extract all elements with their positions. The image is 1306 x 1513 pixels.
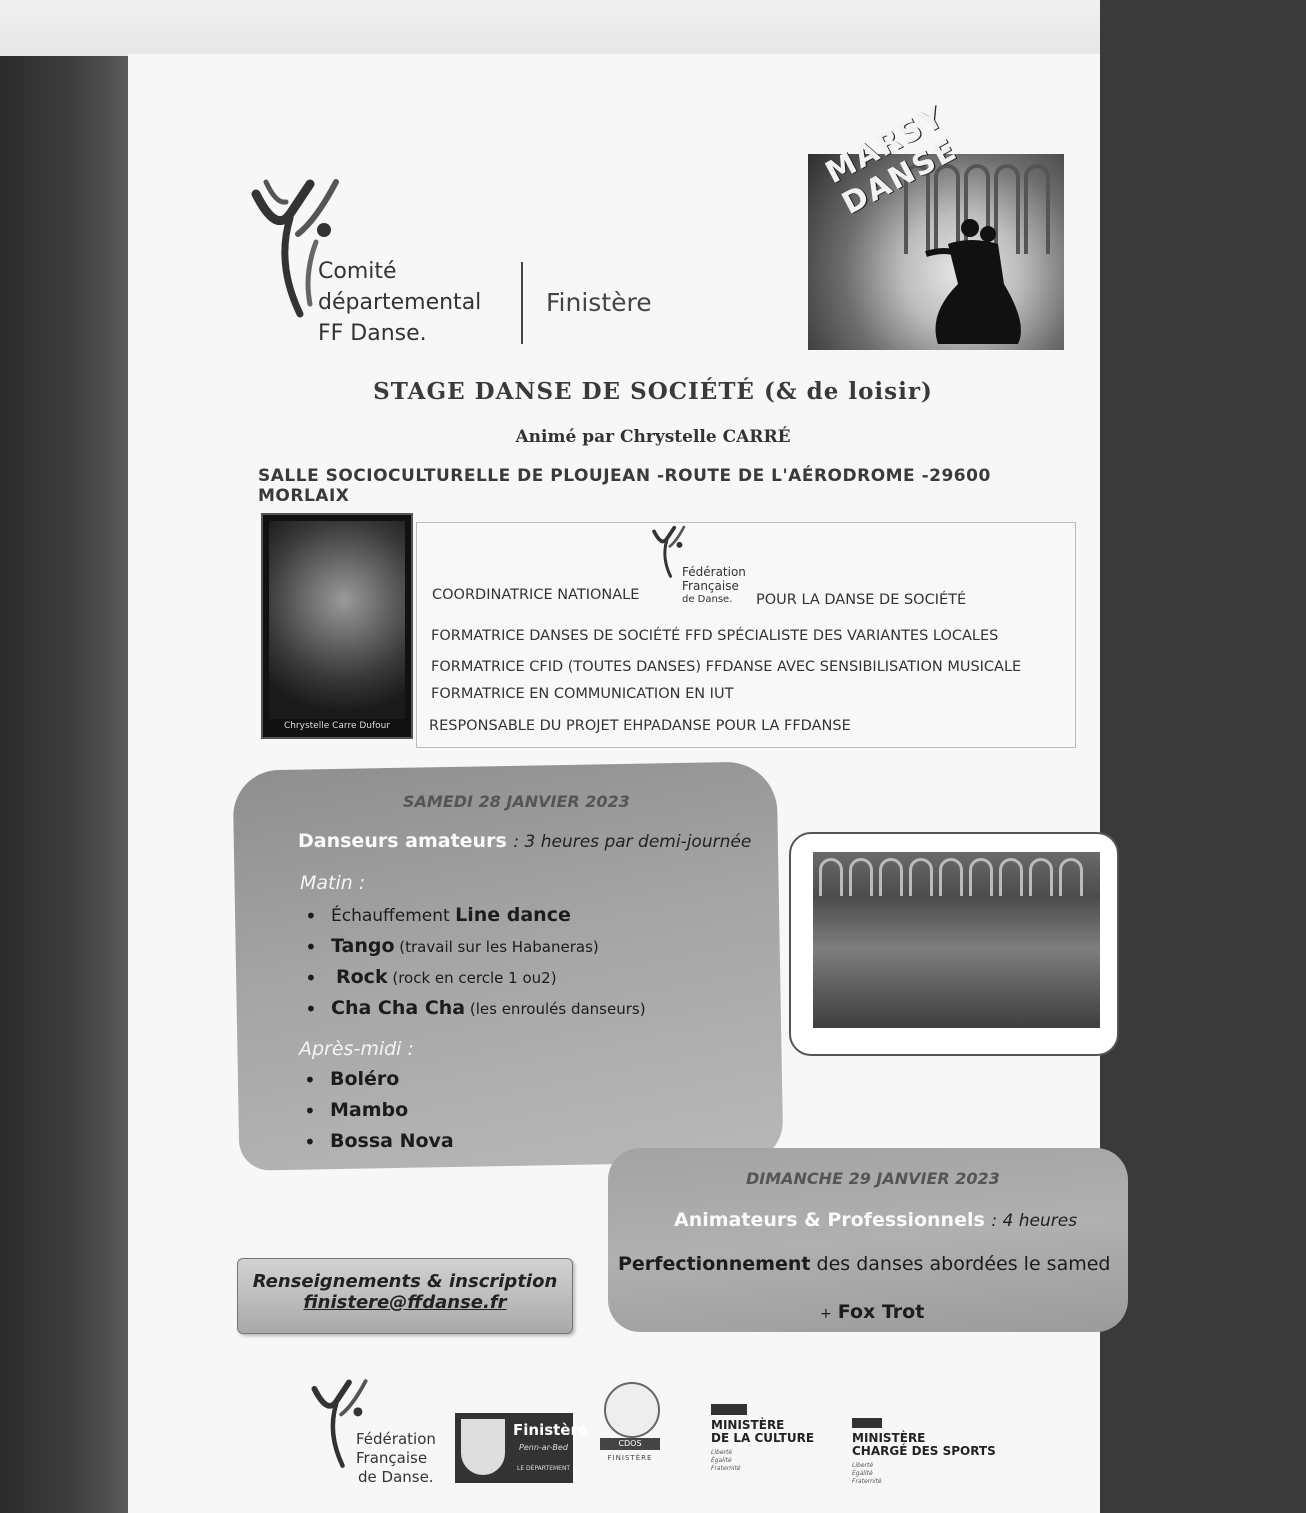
list-item: • Boléro — [304, 1068, 400, 1092]
sunday-audience: Animateurs & Professionnels — [674, 1209, 985, 1231]
list-item: • Tango (travail sur les Habaneras) — [305, 935, 599, 959]
ffd-footer-line-1: Fédération — [356, 1430, 436, 1448]
cdos-label: CDOS — [600, 1438, 660, 1450]
finistere-logo-sub: Penn-ar-Bed — [519, 1443, 568, 1452]
cdos-sub: FINISTÈRE — [607, 1454, 653, 1462]
saturday-duration: : 3 heures par demi-journée — [513, 832, 752, 852]
ministere-culture-logo — [711, 1404, 814, 1473]
marianne-icon — [852, 1418, 882, 1428]
morlaix-viaduct-photo — [813, 852, 1100, 1028]
ffd-footer-text — [356, 1430, 436, 1487]
list-item: • Rock (rock en cercle 1 ou2) — [305, 966, 557, 990]
ffd-small-line-3: de Danse. — [682, 594, 733, 605]
culture-motto: Liberté Égalité Fraternité — [711, 1449, 741, 1472]
dance-name: Cha Cha Cha — [331, 997, 466, 1019]
region-name: Finistère — [546, 288, 652, 317]
sunday-extra-plus: + — [820, 1306, 832, 1322]
cdos-logo — [598, 1382, 662, 1474]
ffd-small-logo-text — [682, 565, 746, 607]
credential-coordinatrice-scope: POUR LA DANSE DE SOCIÉTÉ — [756, 592, 967, 608]
credential-item-4: RESPONSABLE DU PROJET EHPADANSE POUR LA FFDANSE — [429, 718, 851, 734]
dance-name: Bossa Nova — [330, 1130, 454, 1152]
credential-coordinatrice: COORDINATRICE NATIONALE — [432, 587, 640, 603]
dancing-couple-icon — [918, 214, 1028, 350]
contact-box — [237, 1258, 573, 1334]
sports-line-1: MINISTÈRE — [852, 1431, 926, 1445]
sunday-audience-line — [674, 1209, 1077, 1231]
ffd-footer-line-3: de Danse. — [358, 1468, 434, 1486]
sunday-description-rest: des danses abordées le samed — [810, 1253, 1111, 1275]
sunday-extra-dance: Fox Trot — [837, 1301, 925, 1323]
comite-line-2: départemental — [318, 290, 482, 315]
morning-label: Matin : — [300, 872, 366, 894]
dance-name: Line dance — [455, 904, 571, 926]
saturday-audience-line — [298, 830, 751, 852]
list-item: • Mambo — [304, 1099, 409, 1123]
finistere-logo — [455, 1413, 589, 1483]
ministere-sports-logo — [852, 1418, 996, 1486]
credential-item-1: FORMATRICE DANSES DE SOCIÉTÉ FFD SPÉCIALISTE DES VARIANTES LOCALES — [431, 628, 999, 644]
photo-caption: Chrystelle Carre Dufour — [283, 721, 391, 731]
scan-left-edge — [0, 0, 128, 1513]
viaduct-arches — [813, 858, 1106, 896]
finistere-logo-dep: LE DÉPARTEMENT — [517, 1465, 571, 1472]
afternoon-dance-list — [304, 1068, 454, 1161]
afternoon-label: Après-midi : — [299, 1038, 414, 1060]
dance-name: Rock — [336, 966, 388, 988]
dance-name: Tango — [331, 935, 395, 957]
instructor-portrait — [269, 521, 405, 719]
sunday-duration: : 4 heures — [991, 1211, 1078, 1231]
culture-line-1: MINISTÈRE — [711, 1418, 785, 1432]
ffd-footer-line-2: Française — [356, 1449, 428, 1467]
ffd-small-line-2: Française — [682, 579, 739, 593]
olympic-rings-icon — [604, 1382, 660, 1438]
dance-note: (travail sur les Habaneras) — [394, 938, 599, 956]
sunday-date: DIMANCHE 29 JANVIER 2023 — [746, 1169, 1000, 1188]
dance-note: (rock en cercle 1 ou2) — [387, 969, 557, 987]
culture-line-2: DE LA CULTURE — [711, 1431, 815, 1445]
list-item: • Bossa Nova — [304, 1130, 454, 1154]
sports-motto: Liberté Égalité Fraternité — [852, 1462, 882, 1485]
saturday-date: SAMEDI 28 JANVIER 2023 — [403, 792, 630, 811]
marianne-icon — [711, 1404, 747, 1415]
sunday-description — [618, 1253, 1111, 1275]
marsy-danse-title: MARSY DANSE — [820, 99, 964, 222]
contact-label: Renseignements & inscription — [252, 1271, 558, 1292]
credential-item-2: FORMATRICE CFID (TOUTES DANSES) FFDANSE AVEC SENSIBILISATION MUSICALE — [431, 659, 1022, 675]
event-venue: SALLE SOCIOCULTURELLE DE PLOUJEAN -ROUTE DE L'AÉRODROME -29600 MORLAIX — [258, 466, 991, 506]
contact-email-link[interactable]: finistere@ffdanse.fr — [303, 1292, 507, 1313]
event-title: STAGE DANSE DE SOCIÉTÉ (& de loisir) — [373, 378, 933, 405]
sunday-extra — [820, 1301, 924, 1323]
scan-top-edge — [0, 0, 1100, 56]
comite-line-1: Comité — [318, 259, 397, 284]
comite-line-3: FF Danse. — [318, 321, 427, 346]
sports-line-2: CHARGÉ DES SPORTS — [852, 1444, 996, 1458]
list-item: • Cha Cha Cha (les enroulés danseurs) — [305, 997, 646, 1021]
dance-name: Mambo — [330, 1099, 409, 1121]
saturday-audience: Danseurs amateurs — [298, 830, 507, 852]
dance-note: (les enroulés danseurs) — [465, 1000, 646, 1018]
morning-dance-list — [305, 904, 646, 1028]
ffd-small-line-1: Fédération — [682, 565, 746, 579]
sunday-description-bold: Perfectionnement — [618, 1253, 811, 1275]
finistere-logo-title: Finistère — [513, 1421, 589, 1439]
instructor-photo — [261, 513, 413, 739]
dance-name: Boléro — [330, 1068, 400, 1090]
comite-name — [318, 256, 481, 349]
dance-prefix: Échauffement — [331, 906, 456, 926]
list-item: • Échauffement Line dance — [305, 904, 571, 928]
event-animator: Animé par Chrystelle CARRÉ — [515, 427, 791, 447]
marsy-danse-image — [808, 99, 1064, 350]
credential-item-3: FORMATRICE EN COMMUNICATION EN IUT — [431, 686, 734, 702]
finistere-shield-icon — [461, 1419, 505, 1475]
header-divider — [521, 262, 523, 344]
